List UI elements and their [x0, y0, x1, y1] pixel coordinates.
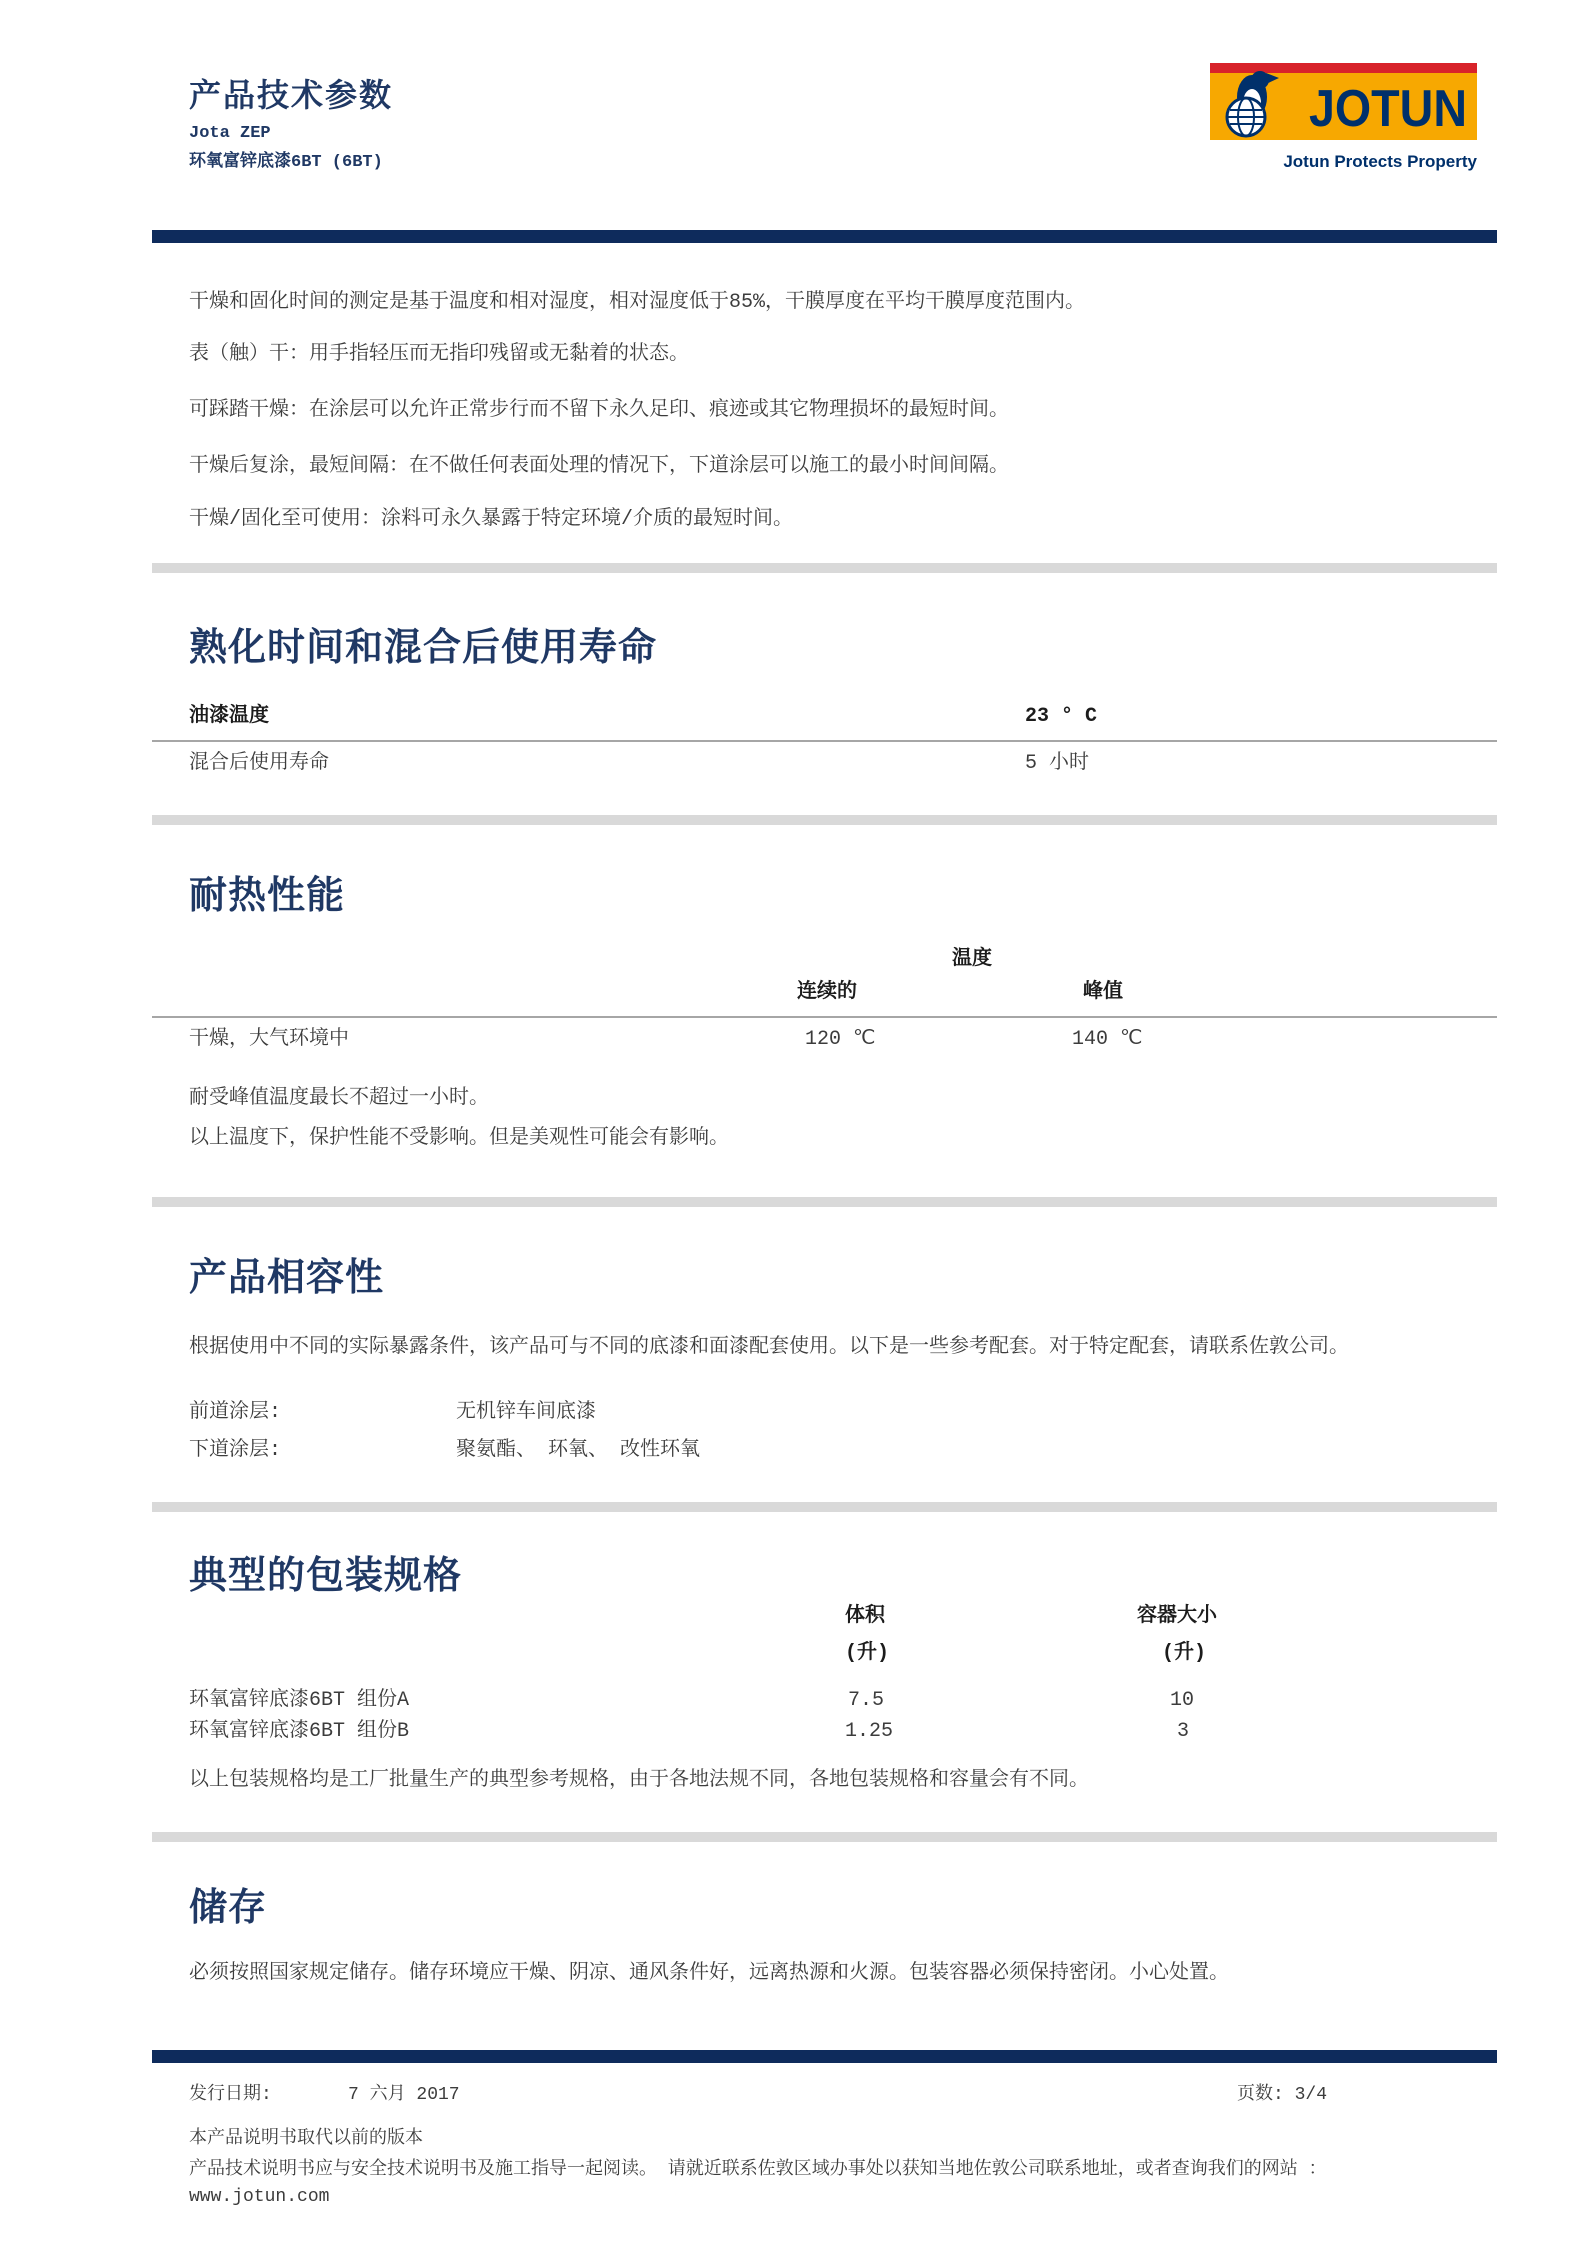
- compatibility-paragraph: 根据使用中不同的实际暴露条件，该产品可与不同的底漆和面漆配套使用。以下是一些参考配套。对于特定配套，请联系佐敦公司。: [189, 1336, 1349, 1359]
- heat-col-continuous: 连续的: [797, 981, 857, 1004]
- page-title: 产品技术参数: [189, 79, 394, 116]
- section-title-heat-resistance: 耐热性能: [189, 877, 346, 920]
- website-link[interactable]: www.jotun.com: [189, 2187, 330, 2207]
- intro-paragraph: 干燥和固化时间的测定是基于温度和相对湿度，相对湿度低于85%，干膜厚度在平均干膜厚度范围内。: [189, 291, 1086, 314]
- heat-row-continuous-value: 120 ℃: [805, 1028, 876, 1051]
- heat-note: 以上温度下，保护性能不受影响。但是美观性可能会有影响。: [189, 1127, 729, 1150]
- jotun-logo-icon: [1210, 63, 1477, 140]
- packaging-col-volume: 体积: [845, 1605, 885, 1628]
- section-title-storage: 储存: [189, 1889, 268, 1932]
- intro-paragraph: 表（触）干：用手指轻压而无指印残留或无黏着的状态。: [189, 343, 689, 366]
- footer-rule: [152, 2050, 1497, 2063]
- table-rule: [152, 1016, 1497, 1018]
- heat-col-peak: 峰值: [1083, 981, 1123, 1004]
- issue-date-label: 发行日期:: [189, 2085, 272, 2105]
- section-divider: [152, 815, 1497, 825]
- supersedes-note: 本产品说明书取代以前的版本: [189, 2129, 423, 2149]
- packaging-row-volume: 7.5: [848, 1689, 885, 1712]
- pot-life-row-label: 混合后使用寿命: [189, 752, 329, 775]
- section-title-pot-life: 熟化时间和混合后使用寿命: [189, 629, 658, 672]
- logo-brand-text: JOTUN: [1309, 80, 1467, 138]
- section-title-packaging: 典型的包装规格: [189, 1557, 463, 1600]
- pot-life-header-value: 23 ° C: [1025, 705, 1098, 728]
- product-subtitle: 环氧富锌底漆6BT (6BT): [189, 153, 383, 172]
- section-divider: [152, 563, 1497, 573]
- logo-tagline: Jotun Protects Property: [1283, 152, 1477, 171]
- packaging-row-container: 10: [1170, 1689, 1195, 1712]
- heat-row-label: 干燥，大气环境中: [189, 1028, 349, 1051]
- packaging-note: 以上包装规格均是工厂批量生产的典型参考规格，由于各地法规不同，各地包装规格和容量会有不同。: [189, 1769, 1089, 1792]
- pot-life-header-label: 油漆温度: [189, 705, 269, 728]
- section-divider: [152, 1197, 1497, 1207]
- packaging-col-container-unit: (升): [1162, 1642, 1207, 1665]
- read-with-note: 产品技术说明书应与安全技术说明书及施工指导一起阅读。 请就近联系佐敦区域办事处以获知当地佐敦公司联系地址，或者查询我们的网站 ：: [189, 2160, 1327, 2180]
- storage-paragraph: 必须按照国家规定储存。储存环境应干燥、阴凉、通风条件好，远离热源和火源。包装容器必须保持密闭。小心处置。: [189, 1962, 1229, 1985]
- compatibility-row-value: 无机锌车间底漆: [456, 1401, 596, 1424]
- logo-red-bar: [1210, 63, 1477, 73]
- heat-group-header: 温度: [952, 948, 992, 971]
- section-divider: [152, 1502, 1497, 1512]
- packaging-row-container: 3: [1177, 1720, 1190, 1743]
- section-divider: [152, 1832, 1497, 1842]
- header-rule: [152, 230, 1497, 243]
- compatibility-row-label: 前道涂层:: [189, 1401, 282, 1424]
- packaging-row-label: 环氧富锌底漆6BT 组份B: [189, 1720, 410, 1743]
- heat-row-peak-value: 140 ℃: [1072, 1028, 1143, 1051]
- packaging-col-volume-unit: (升): [845, 1642, 890, 1665]
- intro-paragraph: 干燥/固化至可使用：涂料可永久暴露于特定环境/介质的最短时间。: [189, 508, 794, 531]
- intro-paragraph: 可踩踏干燥：在涂层可以允许正常步行而不留下永久足印、痕迹或其它物理损坏的最短时间。: [189, 399, 1009, 422]
- table-rule: [152, 740, 1497, 742]
- section-title-compatibility: 产品相容性: [189, 1259, 385, 1302]
- compatibility-row-label: 下道涂层:: [189, 1439, 282, 1462]
- issue-date-value: 7 六月 2017: [348, 2085, 460, 2105]
- heat-note: 耐受峰值温度最长不超过一小时。: [189, 1087, 489, 1110]
- packaging-row-volume: 1.25: [845, 1720, 894, 1743]
- packaging-row-label: 环氧富锌底漆6BT 组份A: [189, 1689, 410, 1712]
- compatibility-row-value: 聚氨酯、 环氧、 改性环氧: [456, 1439, 701, 1462]
- page-number: 页数: 3/4: [1237, 2085, 1328, 2105]
- pot-life-row-value: 5 小时: [1025, 752, 1090, 775]
- packaging-col-container: 容器大小: [1137, 1605, 1217, 1628]
- intro-paragraph: 干燥后复涂，最短间隔：在不做任何表面处理的情况下，下道涂层可以施工的最小时间间隔。: [189, 455, 1009, 478]
- jotun-logo: [1210, 63, 1477, 145]
- product-name: Jota ZEP: [189, 124, 271, 143]
